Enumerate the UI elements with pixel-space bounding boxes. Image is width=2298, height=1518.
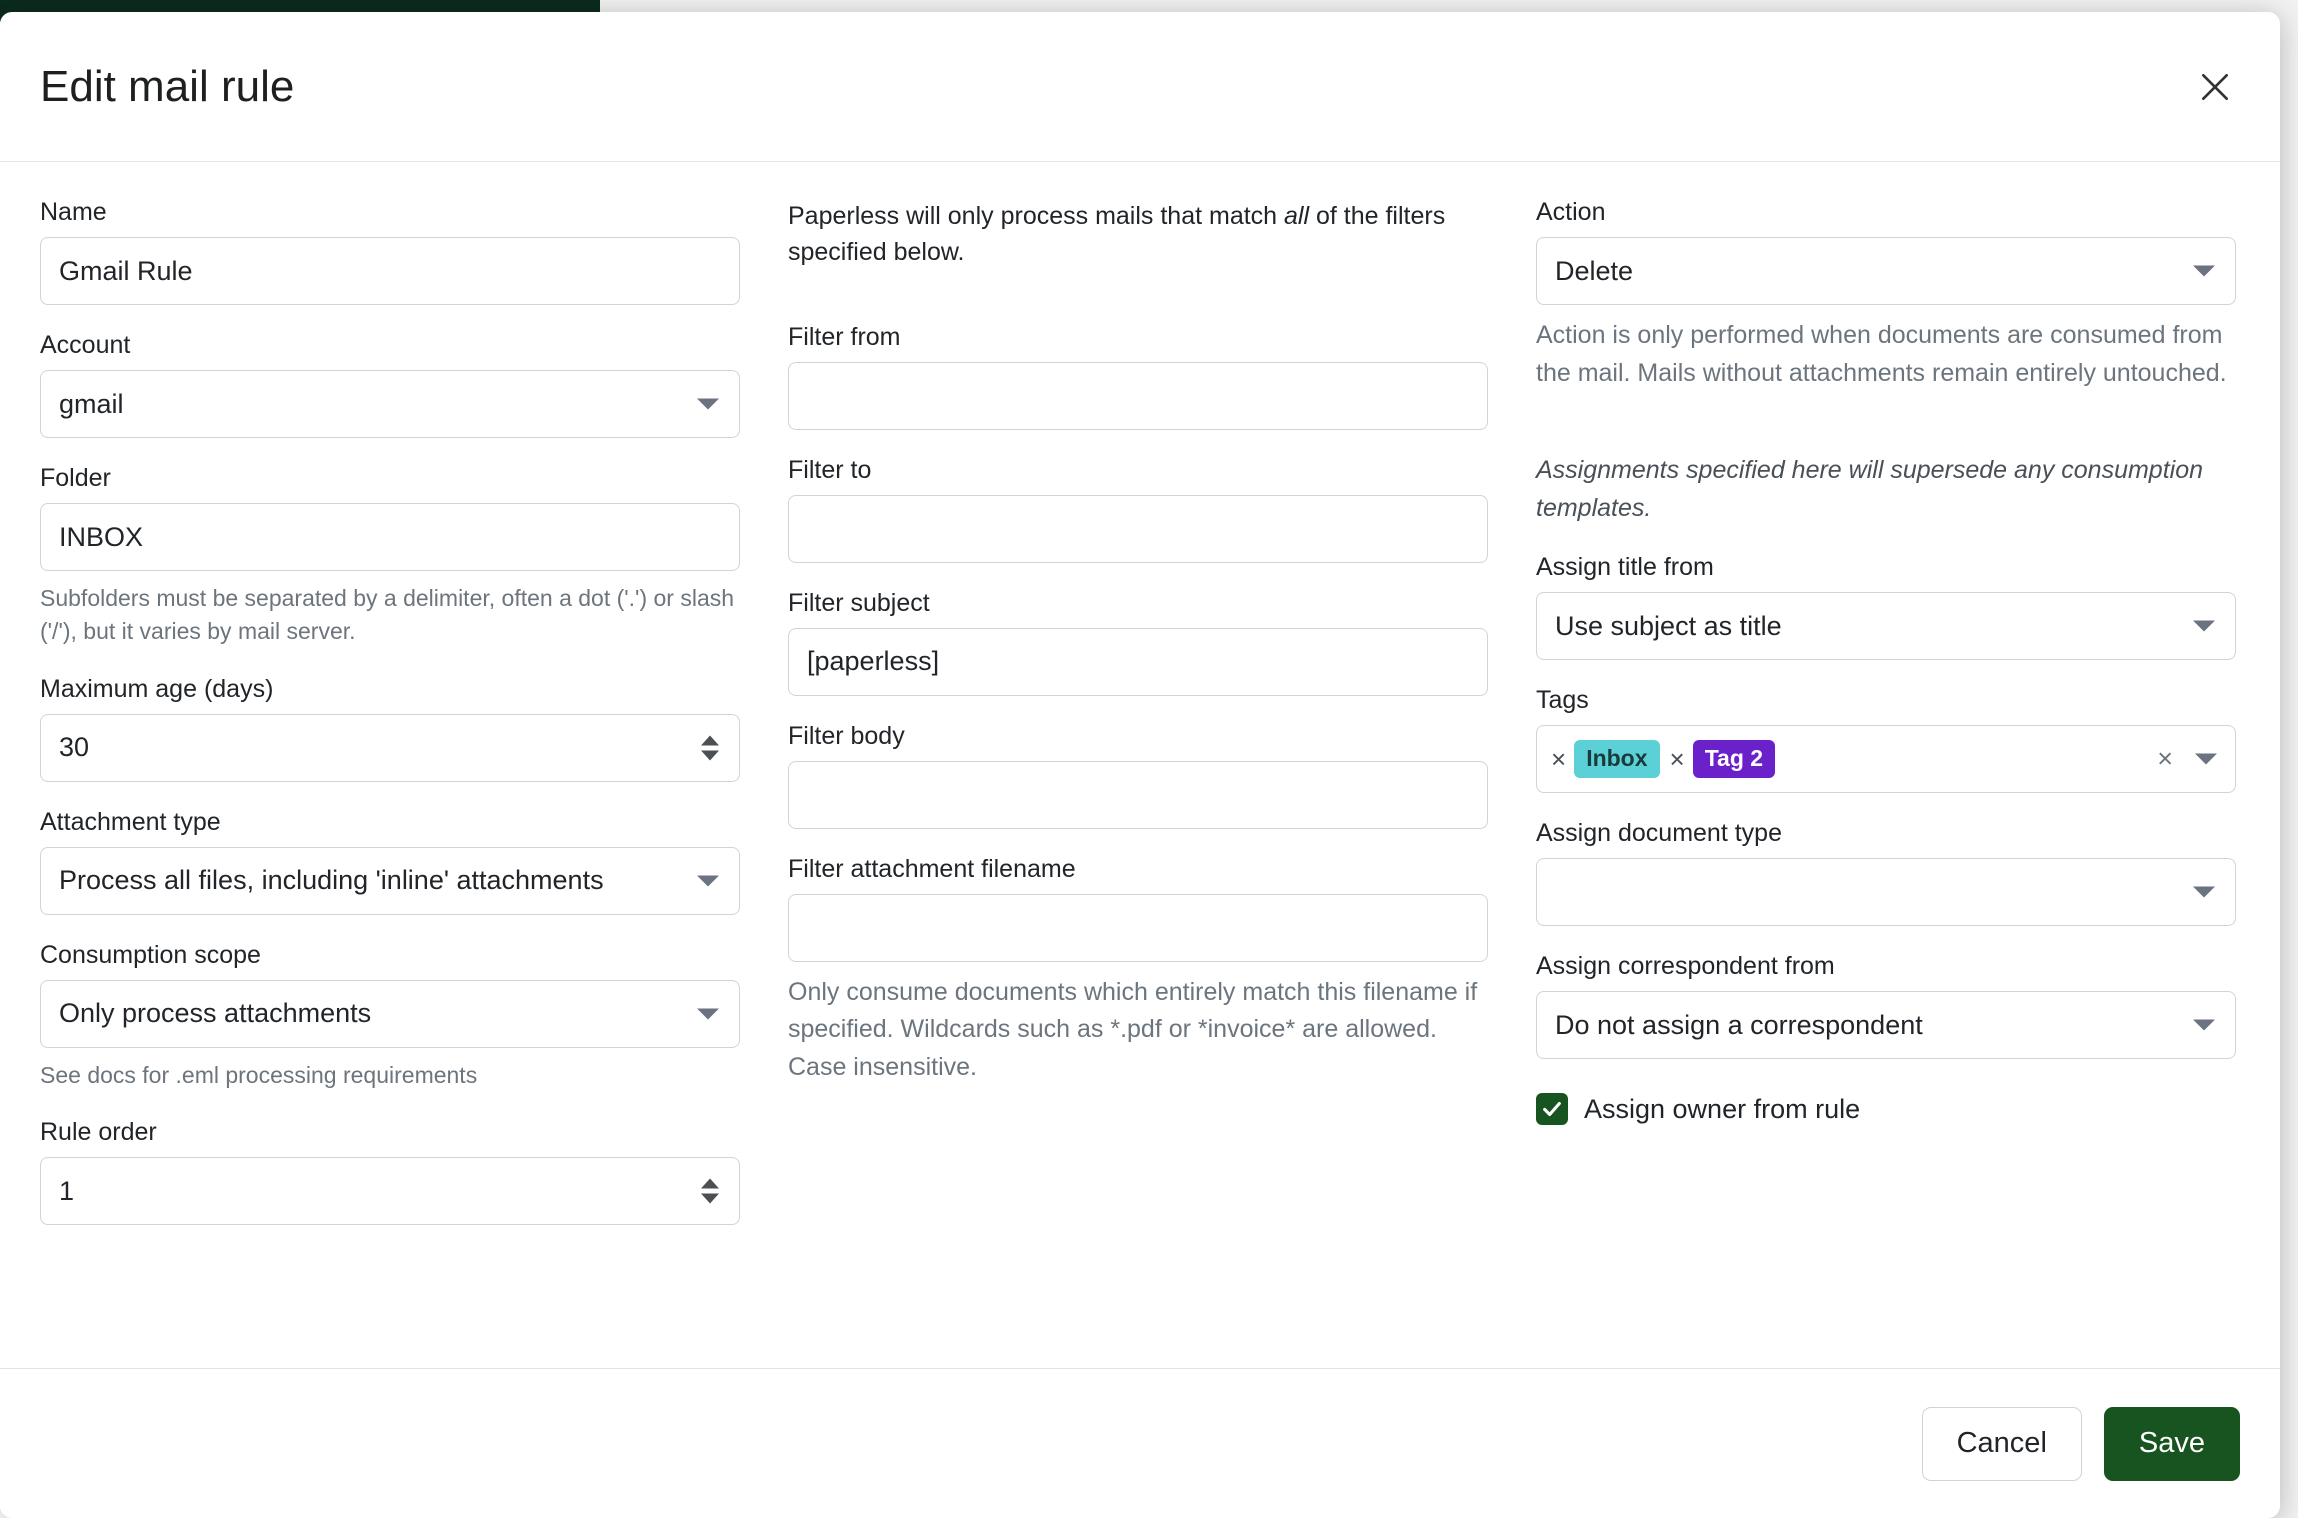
tag-chip-label: Inbox [1574,740,1659,777]
stepper-arrows-icon[interactable] [701,735,719,760]
clear-icon[interactable]: × [2157,743,2173,774]
assign-title-value: Use subject as title [1555,610,1782,641]
tag-chip-label: Tag 2 [1693,740,1775,777]
max-age-label: Maximum age (days) [40,674,274,703]
dialog-body [0,162,2280,1368]
action-label: Action [1536,198,1606,226]
rule-order-value: 1 [59,1175,75,1206]
folder-input-value: INBOX [59,521,144,552]
attachment-type-select[interactable] [40,847,740,915]
filter-body-label: Filter body [788,721,905,750]
folder-hint: Subfolders must be separated by a delimiter, often a dot ('.') or slash ('/'), but it varies by mail server. [40,585,735,645]
max-age-stepper[interactable] [40,714,740,782]
close-icon[interactable] [2188,60,2242,114]
rule-settings-column [40,198,740,1368]
filter-attachment-filename-input[interactable] [788,894,1488,962]
folder-input[interactable] [40,503,740,571]
filter-body-input[interactable] [788,761,1488,829]
assignments-note: Assignments specified here will supersede any consumption templates. [1536,456,2204,522]
assign-document-type-label: Assign document type [1536,819,1782,847]
action-hint: Action is only performed when documents are consumed from the mail. Mails without attachments remain entirely untouched. [1536,321,2227,387]
assign-correspondent-select[interactable] [1536,991,2236,1059]
account-select[interactable] [40,370,740,438]
assign-correspondent-value: Do not assign a correspondent [1555,1009,1923,1040]
actions-column [1536,198,2236,1368]
filter-subject-value: [paperless] [807,646,940,676]
consumption-scope-select[interactable] [40,980,740,1048]
rule-order-stepper[interactable] [40,1157,740,1225]
consumption-scope-label: Consumption scope [40,940,261,969]
name-input-value: Gmail Rule [59,255,193,286]
account-select-value: gmail [59,388,124,419]
filter-from-label: Filter from [788,322,901,351]
consumption-scope-hint: See docs for .eml processing requirements [40,1061,478,1088]
action-select-value: Delete [1555,255,1634,286]
dialog-title: Edit mail rule [40,61,295,111]
filters-intro-after: of the filters specified below. [788,202,1446,267]
consumption-scope-value: Only process attachments [59,998,372,1029]
attachment-type-label: Attachment type [40,807,221,836]
dialog-header [0,12,2280,162]
tag-item[interactable] [1670,740,1776,777]
assign-title-label: Assign title from [1536,553,1714,581]
assign-correspondent-label: Assign correspondent from [1536,952,1835,980]
tags-label: Tags [1536,686,1589,714]
chevron-down-icon [2193,887,2215,898]
tags-controls [2157,743,2217,774]
attachment-type-value: Process all files, including 'inline' attachments [59,865,604,896]
remove-tag-icon[interactable]: × [1669,743,1685,774]
filter-subject-label: Filter subject [788,588,930,617]
filters-column [788,198,1488,1368]
folder-label: Folder [40,464,111,492]
tags-select[interactable] [1536,725,2236,793]
edit-mail-rule-dialog [0,12,2280,1518]
assign-owner-label: Assign owner from rule [1584,1093,1861,1124]
chevron-down-icon [2193,266,2215,277]
stepper-arrows-icon[interactable] [701,1179,719,1204]
chevron-down-icon [697,399,719,410]
filters-intro [788,198,1488,271]
assign-title-select[interactable] [1536,592,2236,660]
filter-attachment-filename-label: Filter attachment filename [788,854,1076,883]
filter-from-input[interactable] [788,362,1488,430]
max-age-value: 30 [59,732,90,763]
name-input[interactable] [40,237,740,305]
remove-tag-icon[interactable]: × [1551,743,1567,774]
dialog-footer [0,1368,2280,1518]
assign-document-type-select[interactable] [1536,858,2236,926]
rule-order-label: Rule order [40,1118,157,1147]
filter-to-label: Filter to [788,455,872,484]
chevron-down-icon[interactable] [2195,754,2217,765]
chevron-down-icon [697,875,719,886]
name-label: Name [40,198,107,226]
filter-attachment-hint: Only consume documents which entirely match this filename if specified. Wildcards such as *.pdf or *invoice* are allowed. Case insensitive. [788,977,1478,1081]
filters-intro-emphasis: all [1284,202,1310,230]
save-button[interactable]: Save [2104,1407,2240,1481]
action-select[interactable] [1536,237,2236,305]
assign-owner-checkbox-row[interactable] [1536,1093,2236,1125]
filters-intro-before: Paperless will only process mails that match [788,202,1285,230]
chevron-down-icon [697,1008,719,1019]
checkbox-checked-icon[interactable] [1536,1093,1568,1125]
filter-to-input[interactable] [788,495,1488,563]
chevron-down-icon [2193,1020,2215,1031]
account-label: Account [40,331,131,359]
cancel-button[interactable]: Cancel [1922,1407,2082,1481]
chevron-down-icon [2193,621,2215,632]
filter-subject-input[interactable] [788,628,1488,696]
tag-item[interactable] [1551,740,1660,777]
